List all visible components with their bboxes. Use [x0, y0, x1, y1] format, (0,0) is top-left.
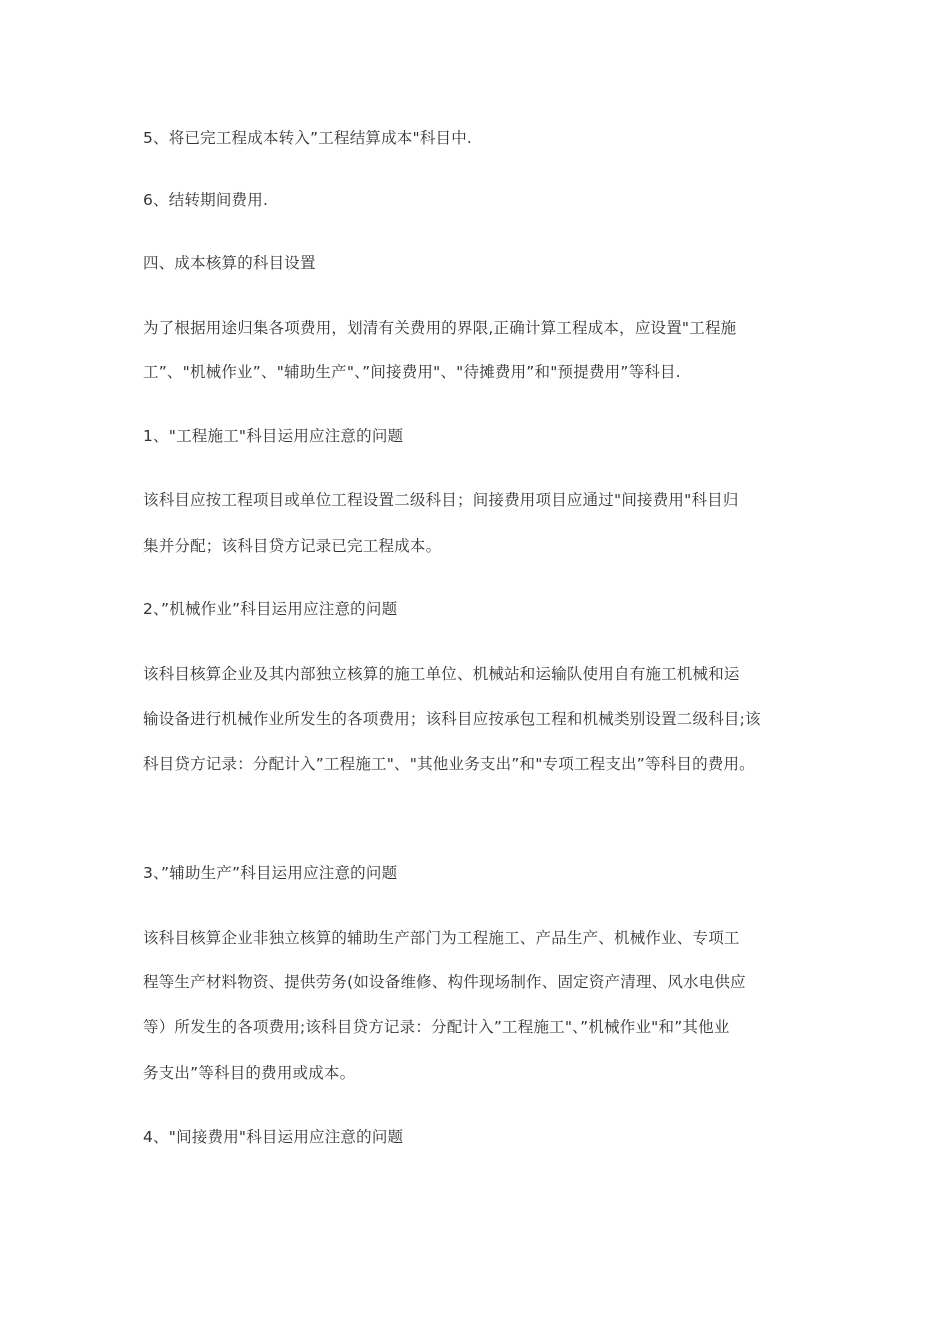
text-line: 6、结转期间费用.: [143, 191, 269, 209]
subsection-heading: 4、"间接费用"科目运用应注意的问题: [143, 1128, 404, 1146]
subsection-heading: 3、”辅助生产”科目运用应注意的问题: [143, 864, 398, 882]
paragraph-line: 务支出”等科目的费用或成本。: [143, 1064, 356, 1082]
paragraph-line: 科目贷方记录：分配计入”工程施工"、"其他业务支出”和"专项工程支出”等科目的费用。: [143, 755, 755, 773]
subsection-heading: 1、"工程施工"科目运用应注意的问题: [143, 427, 404, 445]
paragraph-line: 该科目核算企业非独立核算的辅助生产部门为工程施工、产品生产、机械作业、专项工: [143, 929, 740, 947]
section-heading: 四、成本核算的科目设置: [143, 254, 316, 272]
paragraph-line: 工”、"机械作业”、"辅助生产"、”间接费用"、"待摊费用”和"预提费用”等科目.: [143, 363, 681, 381]
paragraph-line: 集并分配；该科目贷方记录已完工程成本。: [143, 537, 442, 555]
paragraph-line: 该科目核算企业及其内部独立核算的施工单位、机械站和运输队使用自有施工机械和运: [143, 665, 740, 683]
subsection-heading: 2、”机械作业”科目运用应注意的问题: [143, 600, 398, 618]
paragraph-line: 输设备进行机械作业所发生的各项费用；该科目应按承包工程和机械类别设置二级科目;该: [143, 710, 761, 728]
paragraph-line: 该科目应按工程项目或单位工程设置二级科目；间接费用项目应通过"间接费用"科目归: [143, 491, 739, 509]
paragraph-line: 程等生产材料物资、提供劳务(如设备维修、构件现场制作、固定资产清理、风水电供应: [143, 973, 746, 991]
paragraph-line: 等）所发生的各项费用;该科目贷方记录：分配计入”工程施工"、”机械作业"和”其他业: [143, 1018, 730, 1036]
text-line: 5、将已完工程成本转入”工程结算成本"科目中.: [143, 129, 473, 147]
paragraph-line: 为了根据用途归集各项费用，划清有关费用的界限,正确计算工程成本，应设置"工程施: [143, 319, 737, 337]
